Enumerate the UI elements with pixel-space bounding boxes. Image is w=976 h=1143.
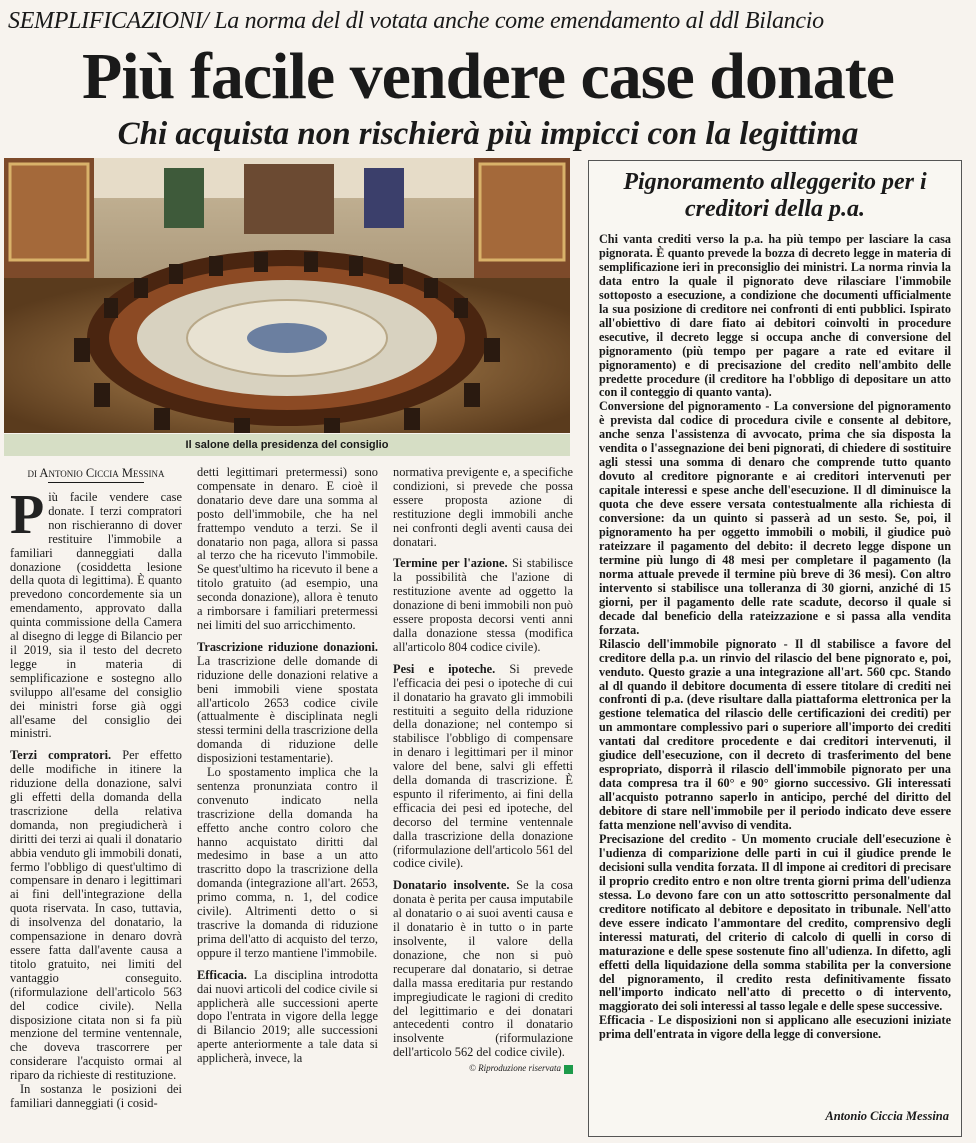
sidebar-signature: Antonio Ciccia Messina	[825, 1109, 949, 1123]
sidebar-title: Pignoramento alleggerito per i creditori della p.a.	[623, 169, 927, 222]
sidebar-paragraph: Chi vanta crediti verso la p.a. ha più tempo per lasciare la casa pignorata. È quanto prevede la bozza di decreto legge in materia di semplificazione ieri in preconsiglio dei ministri. La norma rinvia la data entro la quale il pignorato deve rilasciare l'immobile sottoposto a esecuzione, a condizione che documenti ufficialmente la sua posizione di creditore nei confronti di enti pubblici. Ispirato all'obiettivo di dare fiato ai debitori coinvolti in procedure esecutive, il decreto legge si occupa anche di conversione del pignoramento (più tempo per pagare a rate ed evitare il pignoramento) e di precisazione del credito nell'ambito delle predette procedure (il creditore ha l'obbligo di depositare un atto con il conteggio di quanto vanta).	[599, 232, 951, 400]
sidebar-paragraph: Precisazione del credito - Un momento cruciale dell'esecuzione è l'udienza di comparizione delle parti in cui il giudice prende le decisioni sulla vendita forzata. Il dl impone ai creditori di precisare il proprio credito entro e non oltre trenta giorni prima dell'udienza stessa. Lo devono fare con un atto sottoscritto personalmente dal creditore notificato al debitore e depositato in tribunale. Nell'atto deve essere indicato l'ammontare del credito, comprensivo degli interessi maturati, del criterio di calcolo di quelli in corso di maturazione e delle spese sostenute fino all'udienza. In difetto, agli effetti della liquidazione della somma stabilita per la conversione del pignoramento, il credito resta definitivamente fissato nell'importo indicato nell'atto di precetto o di intervento, maggiorato dei soli interessi al tasso legale e delle spese successive.	[599, 831, 951, 1014]
green-square-icon	[564, 1065, 573, 1074]
sidebar-body	[599, 233, 951, 1042]
section-heading: Terzi compratori.	[10, 748, 112, 763]
copyright-text: © Riproduzione riservata	[469, 1063, 561, 1074]
headline: Più facile vendere case donate	[82, 40, 894, 113]
section-text: Per effetto delle modifiche in itinere la riduzione della donazione, salvi gli effetti della domanda della trascrizione della relativa domanda, non pregiudicherà i diritti dei terzi ai quali il donatario abbia venduto gli immobili donati, fermo l'obbligo di quest'ultimo di compensare in denaro i legittimari ai fini dell'integrazione della quota riservata. In caso, tuttavia, di insolvenza del donatario, la compensazione in denaro dovrà essere fatta dall'avente causa a titolo gratuito, nei limiti del vantaggio conseguito. (riformulazione dell'articolo 563 del codice civile). Nella disposizione citata non si fa più menzione del termine ventennale, che doveva trascorrere per considerare l'acquisto ormai al riparo da richieste di restituzione.	[10, 748, 182, 1083]
section-heading: Pesi e ipoteche.	[393, 661, 496, 676]
paragraph: normativa previgente e, a specifiche condizioni, si prevede che possa essere proposta azione di restituzione degli immobili anche nei confronti degli aventi causa dei donatari.	[393, 466, 573, 549]
paragraph: In sostanza le posizioni dei familiari danneggiati (i cosid-	[10, 1082, 182, 1110]
article-column-3	[393, 466, 573, 1140]
sidebar-paragraph: Conversione del pignoramento - La conversione del pignoramento è prevista dal codice di procedura civile e consente al debitore, anche senza l'assistenza di avvocato, prima che sia disposta la vendita o l'assegnazione dei beni pignorati, di chiedere di sostituire agli stessi una somma di denaro che comprende tutto quanto dovuto al creditore pignorante e ai creditori intervenuti per capitale interessi e spese anche dell'esecuzione. Il dl diminuisce la quota che deve essere versata contestualmente alla richiesta di conversione: da un quinto si passerà ad un sesto. Se, poi, il pignoramento ha per oggetto immobili o mobili, il giudice può rateizzare il pagamento del debito: il decreto legge dispone un termine più lungo di 48 mesi per completare il pagamento (la norma attuale prevede il termine più breve di 36 mesi). Con altro intervento si stabilisce una tolleranza di 30 giorni, anziché di 15 giorni, per il pagamento delle rate scadute, decorso il quale si decade dal beneficio della rateizzazione e si passa alla vendita forzata.	[599, 399, 951, 637]
section-heading: Efficacia.	[197, 967, 247, 982]
paragraph: Lo spostamento implica che la sentenza pronunziata contro il convenuto indicato nella trascrizione della domanda ha effetto anche contro coloro che hanno acquistato diritti dal medesimo in base a un atto trascritto dopo la trascrizione della domanda (integrazione all'art. 2653, primo comma, n. 1, del codice civile). Altrimenti detto o si trascrive la domanda di riduzione prima dell'atto di acquisto del terzo, oppure il terzo mantiene l'immobile.	[197, 765, 378, 960]
section-text: Si stabilisce la possibilità che l'azione di restituzione avente ad oggetto la donazione di beni immobili non può essere proposta decorsi venti anni dalla donazione stessa (modifica all'articolo 804 codice civile).	[393, 556, 573, 654]
byline-author: Antonio Ciccia Messina	[39, 466, 165, 480]
section-text: Se la cosa donata è perita per causa imputabile al donatario o ai suoi aventi causa e il donatario è in tutto o in parte insolvente, il valore della donazione, che non si può recuperare dal donatario, si detrae dalla massa ereditaria pur restando impregiudicate le ragioni di credito del legittimario e dei donatari antecedenti contro il donatario insolvente (riformulazione dell'articolo 562 del codice civile).	[393, 878, 573, 1060]
section-text: La trascrizione delle domande di riduzione delle donazioni relative a beni immobili viene spostata all'articolo 2653 codice civile (attualmente è disciplinata negli stessi termini della trascrizione della domanda di riduzione delle disposizioni testamentarie).	[197, 653, 378, 766]
byline-prefix: di	[27, 466, 37, 480]
subheadline: Chi acquista non rischierà più impicci con la legittima	[117, 116, 859, 152]
sidebar-paragraph: Efficacia - Le disposizioni non si applicano alle esecuzioni iniziate prima dell'entrata in vigore della legge di conversione.	[599, 1013, 951, 1042]
photo-caption: Il salone della presidenza del consiglio	[4, 434, 570, 456]
section-text: Si prevede l'efficacia dei pesi o ipoteche di cui il donatario ha gravato gli immobili restituiti a seguito della riduzione della donazione; nel contempo si stabilisce l'obbligo di compensare in denaro i legittimari per il minor valore del bene, salvi gli effetti della domanda di trascrizione. È espunto il riferimento, ai fini della efficacia dei pesi ed ipoteche, del decorso del termine ventennale dalla trascrizione della donazione (riformulazione dell'articolo 561 del codice civile).	[393, 661, 573, 871]
paragraph: detti legittimari pretermessi) sono compensate in denaro. E cioè il donatario deve dare una somma al posto dell'immobile, che ha nel frattempo venduto a terzi. Se il donatario non paga, allora si passa al terzo che ha ricevuto l'immobile. Se quest'ultimo ha ricevuto il bene a titolo gratuito (ad esempio, una seconda donazione), allora è tenuto a rimborsare i familiari pretermessi nei limiti del suo arricchimento.	[197, 466, 378, 632]
council-hall-photo	[4, 158, 570, 433]
section-text: La disciplina introdotta dai nuovi articoli del codice civile si applicherà alle successioni aperte dopo l'entrata in vigore della legge di Bilancio 2019; alle successioni aperte anteriormente a tale data si applicherà, invece, la	[197, 967, 378, 1066]
section-heading: Termine per l'azione.	[393, 556, 508, 571]
sidebar-box	[588, 160, 962, 1137]
sidebar-paragraph: Rilascio dell'immobile pignorato - Il dl stabilisce a favore del creditore della p.a. un rinvio del rilascio del bene pignorato e, poi, venduto. Questo grazie a una integrazione all'art. 560 cpc. Stando al dl quando il debitore documenta di essere titolare di crediti nei confronti di p.a. (deve risultare dalla piattaforma elettronica per la gestione telematica del rilascio delle certificazioni dei crediti) per un ammontare complessivo pari o superiore all'importo dei crediti vantati dal creditore procedente e dai creditori intervenuti, il giudice dell'esecuzione, con il decreto di trasferimento del bene espropriato, disporrà il rilascio dell'immobile pignorato per una data compresa tra il 60° e 90° giorno successivo. Gli interessati all'acquisto potranno saperlo in anticipo, perché del diritto del debitore di stare nell'immobile per il periodo indicato deve essere fatta menzione nell'avviso di vendita.	[599, 636, 951, 833]
copyright-note	[393, 1062, 573, 1076]
byline	[10, 466, 182, 483]
section-heading: Trascrizione riduzione donazioni.	[197, 639, 378, 654]
article-column-2	[197, 466, 378, 1140]
lead-paragraph: iù facile vendere case donate. I terzi compratori non rischieranno di dover restituire l'immobile a familiari danneggiati dalla donazione (cosiddetta lesione della quota di legittima). È quanto prevedono concordemente sia un emendamento, approvato dalla quinta commissione della Camera al disegno di legge di Bilancio per il 2019, sia il testo del decreto legge in materia di semplificazione e sostegno allo sviluppo all'esame del consiglio dei ministri forse già oggi all'esame del consiglio dei ministri.	[10, 490, 182, 741]
dropcap: P	[10, 484, 45, 546]
kicker: SEMPLIFICAZIONI/ La norma del dl votata anche come emendamento al ddl Bilancio	[8, 8, 824, 34]
section-heading: Donatario insolvente.	[393, 878, 510, 893]
article-column-1	[10, 466, 182, 1140]
